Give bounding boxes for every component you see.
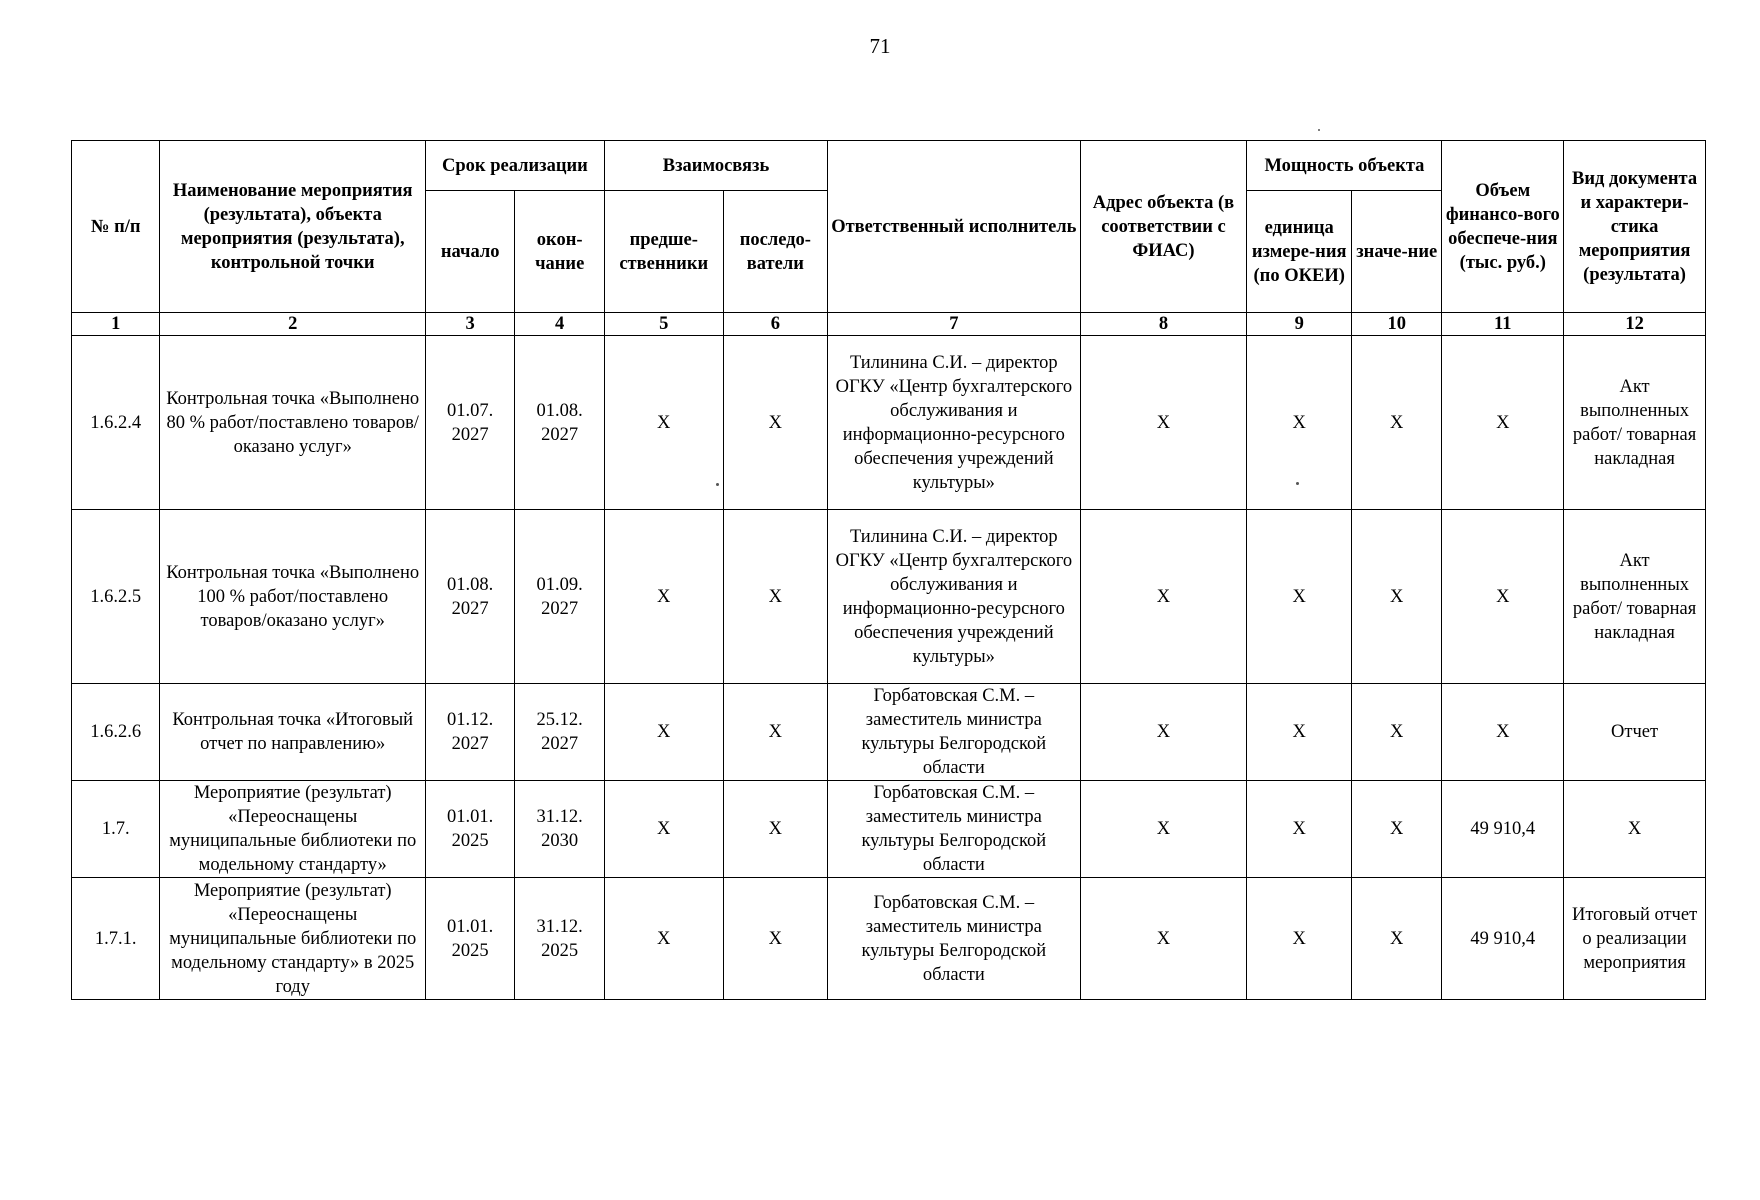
- row-name: Мероприятие (результат) «Переоснащены муниципальные библиотеки по модельному стандарту» в 2025 году: [160, 878, 425, 1000]
- row-responsible: Горбатовская С.М. – заместитель министра культуры Белгородской области: [828, 781, 1080, 878]
- row-finance: Х: [1442, 510, 1564, 684]
- row-start-date: 01.08.: [447, 574, 494, 595]
- column-number: 2: [160, 313, 425, 336]
- row-value: Х: [1351, 336, 1441, 510]
- row-address: Х: [1080, 684, 1247, 781]
- table-row: [72, 510, 1706, 684]
- header-predecessors: предше-ственники: [604, 191, 723, 313]
- row-predecessors: Х: [604, 684, 723, 781]
- row-name: Контрольная точка «Итоговый отчет по направлению»: [160, 684, 425, 781]
- row-start: [425, 684, 514, 781]
- row-end-date: 25.12.: [536, 710, 583, 730]
- row-end-year: 2027: [541, 424, 579, 445]
- header-finance: Объем финансо-вого обеспече-ния (тыс. руб.): [1442, 141, 1564, 313]
- row-num: 1.6.2.4: [72, 336, 160, 510]
- row-successors: Х: [723, 336, 828, 510]
- row-value: Х: [1351, 510, 1441, 684]
- column-number: 11: [1442, 313, 1564, 336]
- column-number: 5: [604, 313, 723, 336]
- header-end: окон-чание: [515, 191, 605, 313]
- row-end: [515, 684, 605, 781]
- row-responsible: Горбатовская С.М. – заместитель министра культуры Белгородской области: [828, 684, 1080, 781]
- row-start: [425, 878, 514, 1000]
- column-number: 10: [1351, 313, 1441, 336]
- row-end-date: 31.12.: [536, 807, 583, 827]
- row-successors: Х: [723, 878, 828, 1000]
- scan-speck: [1296, 482, 1299, 485]
- row-end: [515, 878, 605, 1000]
- row-start-date: 01.01.: [447, 807, 494, 827]
- row-address: Х: [1080, 510, 1247, 684]
- row-end: [515, 781, 605, 878]
- row-address: Х: [1080, 336, 1247, 510]
- row-start-year: 2027: [451, 734, 489, 754]
- row-value: Х: [1351, 684, 1441, 781]
- row-address: Х: [1080, 781, 1247, 878]
- row-predecessors: Х: [604, 781, 723, 878]
- row-start-year: 2025: [451, 831, 489, 851]
- row-end: [515, 510, 605, 684]
- row-finance: 49 910,4: [1442, 781, 1564, 878]
- row-predecessors: Х: [604, 336, 723, 510]
- column-number: 8: [1080, 313, 1247, 336]
- row-num: 1.7.1.: [72, 878, 160, 1000]
- header-link-group: Взаимосвязь: [604, 141, 827, 191]
- row-start: [425, 510, 514, 684]
- column-number: 3: [425, 313, 514, 336]
- row-start-date: 01.01.: [447, 916, 494, 937]
- row-responsible: Горбатовская С.М. – заместитель министра культуры Белгородской области: [828, 878, 1080, 1000]
- row-num: 1.7.: [72, 781, 160, 878]
- header-capacity-group: Мощность объекта: [1247, 141, 1442, 191]
- page-number: 71: [869, 34, 891, 58]
- scan-speck: [716, 483, 719, 486]
- row-num: 1.6.2.6: [72, 684, 160, 781]
- table-row: [72, 781, 1706, 878]
- column-number-row: [72, 313, 1706, 336]
- row-name: Мероприятие (результат) «Переоснащены муниципальные библиотеки по модельному стандарту»: [160, 781, 425, 878]
- row-start-year: 2025: [451, 940, 489, 961]
- row-start-date: 01.12.: [447, 710, 494, 730]
- row-end-date: 31.12.: [536, 916, 583, 937]
- row-responsible: Тилинина С.И. – директор ОГКУ «Центр бухгалтерского обслуживания и информационно-ресурсного обеспечения учреждений культуры»: [828, 510, 1080, 684]
- row-unit: Х: [1247, 878, 1352, 1000]
- row-name: Контрольная точка «Выполнено 100 % работ/поставлено товаров/оказано услуг»: [160, 510, 425, 684]
- row-end-date: 01.08.: [536, 400, 583, 421]
- row-finance: 49 910,4: [1442, 878, 1564, 1000]
- header-value: значе-ние: [1351, 191, 1441, 313]
- row-document: Х: [1564, 781, 1706, 878]
- header-unit: единица измере-ния (по ОКЕИ): [1247, 191, 1352, 313]
- table-row: [72, 684, 1706, 781]
- header-term-group: Срок реализации: [425, 141, 604, 191]
- row-document: Акт выполненных работ/ товарная накладная: [1564, 336, 1706, 510]
- row-predecessors: Х: [604, 510, 723, 684]
- row-value: Х: [1351, 878, 1441, 1000]
- row-document: Акт выполненных работ/ товарная накладная: [1564, 510, 1706, 684]
- header-name: Наименование мероприятия (результата), объекта мероприятия (результата), контрольной точки: [160, 141, 425, 313]
- column-number: 9: [1247, 313, 1352, 336]
- row-predecessors: Х: [604, 878, 723, 1000]
- row-value: Х: [1351, 781, 1441, 878]
- row-start-year: 2027: [451, 598, 489, 619]
- column-number: 12: [1564, 313, 1706, 336]
- table-row: [72, 336, 1706, 510]
- header-num: № п/п: [72, 141, 160, 313]
- column-number: 4: [515, 313, 605, 336]
- row-end-year: 2025: [541, 940, 579, 961]
- row-finance: Х: [1442, 336, 1564, 510]
- row-successors: Х: [723, 684, 828, 781]
- header-address: Адрес объекта (в соответствии с ФИАС): [1080, 141, 1247, 313]
- row-end-year: 2027: [541, 734, 579, 754]
- column-number: 6: [723, 313, 828, 336]
- header-responsible: Ответственный исполнитель: [828, 141, 1080, 313]
- column-number: 1: [72, 313, 160, 336]
- row-end-date: 01.09.: [536, 574, 583, 595]
- header-document: Вид документа и характери-стика мероприятия (результата): [1564, 141, 1706, 313]
- scan-speck: [1318, 129, 1320, 131]
- row-unit: Х: [1247, 684, 1352, 781]
- column-number: 7: [828, 313, 1080, 336]
- row-end-year: 2027: [541, 598, 579, 619]
- row-responsible: Тилинина С.И. – директор ОГКУ «Центр бухгалтерского обслуживания и информационно-ресурсного обеспечения учреждений культуры»: [828, 336, 1080, 510]
- row-end-year: 2030: [541, 831, 579, 851]
- row-name: Контрольная точка «Выполнено 80 % работ/поставлено товаров/оказано услуг»: [160, 336, 425, 510]
- header-row-top: [72, 141, 1706, 191]
- row-address: Х: [1080, 878, 1247, 1000]
- row-finance: Х: [1442, 684, 1564, 781]
- table-row: [72, 878, 1706, 1000]
- row-start: [425, 781, 514, 878]
- row-successors: Х: [723, 781, 828, 878]
- header-start: начало: [425, 191, 514, 313]
- row-document: Отчет: [1564, 684, 1706, 781]
- header-successors: последо-ватели: [723, 191, 828, 313]
- plan-table: [71, 140, 1706, 1000]
- row-start-date: 01.07.: [447, 400, 494, 421]
- row-unit: Х: [1247, 781, 1352, 878]
- row-start: [425, 336, 514, 510]
- row-unit: Х: [1247, 510, 1352, 684]
- row-end: [515, 336, 605, 510]
- row-start-year: 2027: [451, 424, 489, 445]
- row-document: Итоговый отчет о реализации мероприятия: [1564, 878, 1706, 1000]
- row-num: 1.6.2.5: [72, 510, 160, 684]
- row-unit: Х: [1247, 336, 1352, 510]
- row-successors: Х: [723, 510, 828, 684]
